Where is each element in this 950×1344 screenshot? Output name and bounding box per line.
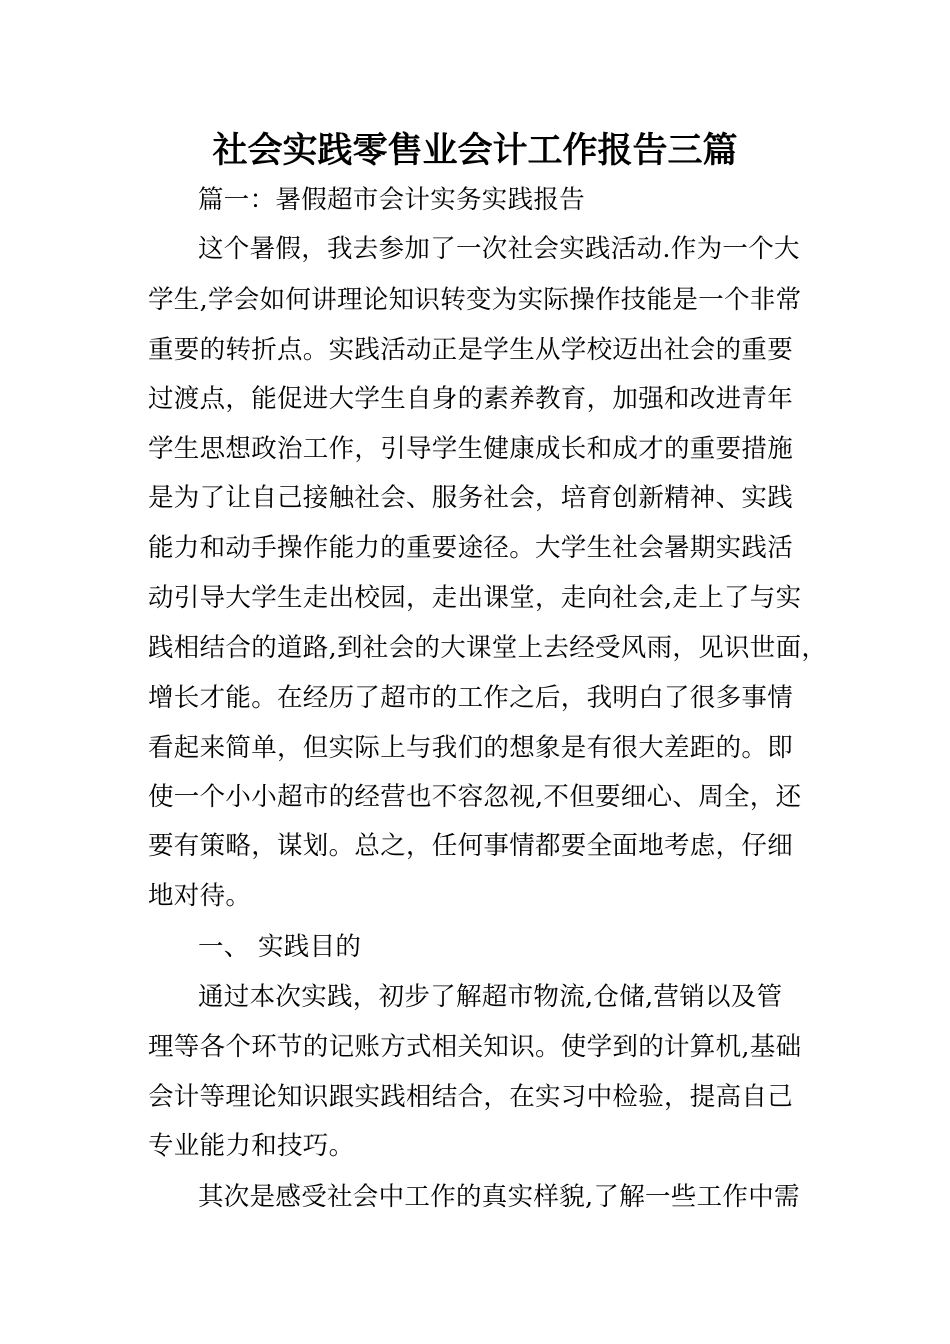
paragraph-line: 能力和动手操作能力的重要途径。大学生社会暑期实践活 — [148, 533, 794, 563]
paragraph-line: 要有策略，谋划。总之，任何事情都要全面地考虑，仔细 — [148, 831, 794, 861]
paragraph-line: 学生思想政治工作，引导学生健康成长和成才的重要措施 — [148, 434, 794, 464]
paragraph-line: 其次是感受社会中工作的真实样貌,了解一些工作中需 — [198, 1182, 800, 1212]
paragraph-line: 是为了让自己接触社会、服务社会，培育创新精神、实践 — [148, 483, 794, 513]
paragraph-line: 学生,学会如何讲理论知识转变为实际操作技能是一个非常 — [148, 285, 802, 315]
paragraph-line: 使一个小小超市的经营也不容忽视,不但要细心、周全，还 — [148, 782, 802, 812]
paragraph-line: 会计等理论知识跟实践相结合，在实习中检验，提高自己 — [148, 1082, 794, 1112]
paragraph-line: 专业能力和技巧。 — [148, 1131, 355, 1161]
section-heading: 篇一：暑假超市会计实务实践报告 — [198, 185, 586, 215]
paragraph-line: 重要的转折点。实践活动正是学生从学校迈出社会的重要 — [148, 335, 794, 365]
paragraph-line: 践相结合的道路,到社会的大课堂上去经受风雨，见识世面， — [148, 633, 828, 663]
subheading-practice-purpose: 一、 实践目的 — [198, 932, 362, 962]
paragraph-line: 这个暑假，我去参加了一次社会实践活动.作为一个大 — [198, 234, 800, 264]
paragraph-line: 通过本次实践，初步了解超市物流,仓储,营销以及管 — [198, 982, 783, 1012]
paragraph-line: 看起来简单，但实际上与我们的想象是有很大差距的。即 — [148, 733, 794, 763]
document-title: 社会实践零售业会计工作报告三篇 — [212, 130, 738, 171]
paragraph-line: 动引导大学生走出校园，走出课堂，走向社会,走上了与实 — [148, 583, 802, 613]
paragraph-line: 过渡点，能促进大学生自身的素养教育，加强和改进青年 — [148, 384, 794, 414]
paragraph-line: 地对待。 — [148, 881, 252, 911]
paragraph-line: 增长才能。在经历了超市的工作之后，我明白了很多事情 — [148, 683, 794, 713]
paragraph-line: 理等各个环节的记账方式相关知识。使学到的计算机,基础 — [148, 1032, 802, 1062]
